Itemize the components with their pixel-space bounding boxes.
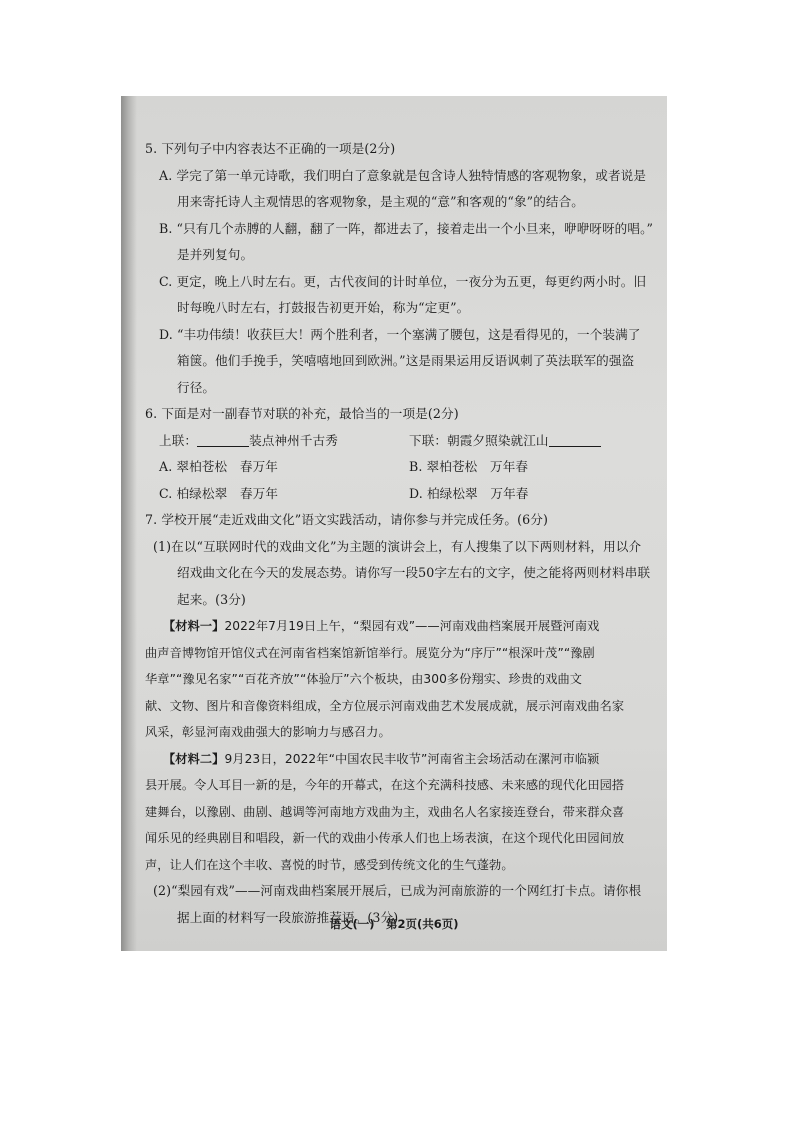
q6-option-b: B. 翠柏苍松 万年春 [409,459,529,474]
q6-lower-blank [549,432,601,447]
q5-option-d-line3: 行径。 [177,379,216,395]
material-two-line5: 声，让人们在这个丰收、喜悦的时节，感受到传统文化的生气蓬勃。 [145,857,514,872]
q6-option-d: D. 柏绿松翠 万年春 [409,485,529,501]
q7-sub1-line1: (1)在以“互联网时代的戏曲文化”为主题的演讲会上，有人搜集了以下两则材料，用以介 [153,538,642,554]
q5-option-d-line1: D. “丰功伟绩！收获巨大！两个胜利者，一个塞满了腰包，这是看得见的，一个装满了 [159,326,641,342]
material-two-line2: 县开展。令人耳目一新的是，今年的开幕式，在这个充满科技感、未来感的现代化田园搭 [145,778,625,792]
q6-lower-couplet: 下联：朝霞夕照染就江山 [409,428,601,455]
q5-option-d-line2: 箱箧。他们手挽手，笑嘻嘻地回到欧洲。”这是雨果运用反语讽刺了英法联军的强盗 [177,353,635,368]
q6-stem: 6. 下面是对一副春节对联的补充，最恰当的一项是(2分) [145,406,459,421]
q7-stem: 7. 学校开展“走近戏曲文化”语文实践活动，请你参与并完成任务。(6分) [145,512,548,527]
q6-options-row-2 [139,481,659,508]
page-footer: 语文(一) 第2页(共6页) [329,917,459,931]
material-one-line3: 华章”“豫见名家”“百花齐放”“体验厅”六个板块，由300多份翔实、珍贵的戏曲文 [145,672,583,686]
material-one-line4: 献、文物、图片和音像资料组成，全方位展示河南戏曲艺术发展成就，展示河南戏曲名家 [145,698,625,713]
material-one-line2: 曲声音博物馆开馆仪式在河南省档案馆新馆举行。展览分为“序厅”“根深叶茂”“豫剧 [145,645,595,660]
q5-option-c-line1: C. 更定，晚上八时左右。更，古代夜间的计时单位，一夜分为五更，每更约两小时。旧 [159,273,647,289]
material-two-line4: 闻乐见的经典剧目和唱段，新一代的戏曲小传承人们也上场表演，在这个现代化田园间放 [145,831,625,845]
q5-option-b-line2: 是并列复句。 [177,247,254,262]
q5-option-b-line1: B. “只有几个赤膊的人翻，翻了一阵，都进去了，接着走出一个小旦来，咿咿呀呀的唱。” [159,220,654,236]
page-edge-shadow [121,96,137,951]
material-two-line1: 【材料二】9月23日，2022年“中国农民丰收节”河南省主会场活动在漯河市临颍 [163,751,600,766]
scanned-page-photo [121,96,667,951]
q7-sub1-line3: 起来。(3分) [177,591,246,607]
q7-sub2-line1: (2)“梨园有戏”——河南戏曲档案展开展后，已成为河南旅游的一个网红打卡点。请你根 [153,883,642,898]
exam-content [139,136,659,931]
q7-sub1-line2: 绍戏曲文化在今天的发展态势。请你写一段50字左右的文字，使之能将两则材料串联 [177,565,651,580]
q7-sub2-line2: 据上面的材料写一段旅游推荐语。(3分) [177,909,399,925]
q5-option-a-line1: A. 学完了第一单元诗歌，我们明白了意象就是包含诗人独特情感的客观物象，或者说是 [159,167,647,183]
material-one-line1: 【材料一】2022年7月19日上午，“梨园有戏”——河南戏曲档案展开展暨河南戏 [163,619,600,633]
q5-option-c-line2: 时每晚八时左右，打鼓报告初更开始，称为“定更”。 [177,300,470,315]
q6-option-c: C. 柏绿松翠 春万年 [159,485,279,501]
q5-stem: 5. 下列句子中内容表达不正确的一项是(2分) [145,141,396,156]
q6-options-row-1 [139,454,659,481]
material-two-line3: 建舞台，以豫剧、曲剧、越调等河南地方戏曲为主，戏曲名人名家接连登台，带来群众喜 [145,804,625,819]
q6-upper-blank [197,432,249,447]
q6-option-a: A. 翠柏苍松 春万年 [159,459,278,474]
q6-couplet-row [139,428,659,455]
material-one-line5: 风采，彰显河南戏曲强大的影响力与感召力。 [145,725,391,739]
q6-upper-couplet: 上联： 装点神州千古秀 [159,432,338,448]
q5-option-a-line2: 用来寄托诗人主观情思的客观物象，是主观的“意”和客观的“象”的结合。 [177,194,584,209]
